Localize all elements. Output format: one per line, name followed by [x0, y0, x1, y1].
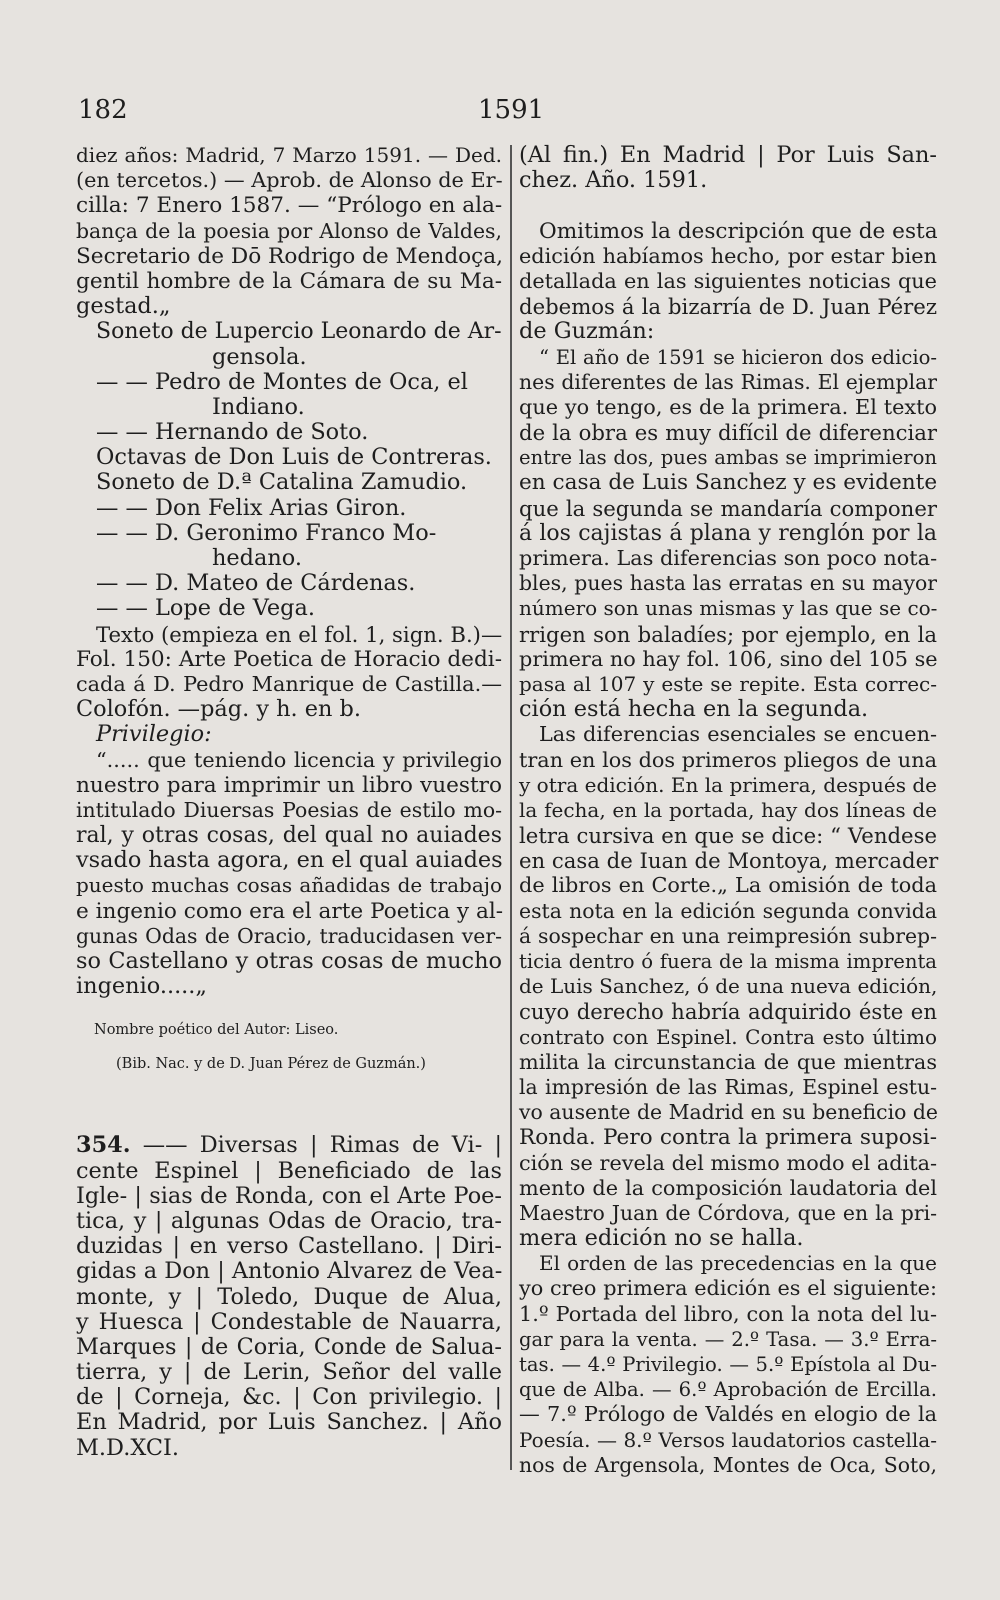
- text-line: mera edición no se halla.: [519, 1225, 804, 1252]
- text-line: la impresión de las Rimas, Espinel estu-: [519, 1074, 937, 1099]
- left-column: [76, 143, 502, 1461]
- text-line: Secretario de Dō Rodrigo de Mendoça,: [76, 243, 503, 269]
- text-line: — 7.º Prólogo de Valdés en elogio de la: [519, 1402, 937, 1427]
- text-line: El orden de las precedencias en la que: [539, 1251, 937, 1276]
- text-line: Texto (empieza en el fol. 1, sign. B.)—: [96, 621, 503, 647]
- text-line: Poesía. — 8.º Versos laudatorios castella-: [519, 1427, 937, 1452]
- text-line: milita la circunstancia de que mientras: [519, 1049, 937, 1074]
- text-line: — — Hernando de Soto.: [96, 419, 369, 446]
- footnote-library: (Bib. Nac. y de D. Juan Pérez de Guzmán.): [116, 1056, 426, 1073]
- text-line: — — Pedro de Montes de Oca, el: [96, 368, 468, 395]
- entry-heading-line: [76, 1133, 502, 1158]
- text-line: número son unas mismas y las que se co-: [519, 596, 938, 621]
- text-line: y Huesca | Condestable de Nauarra,: [76, 1308, 502, 1335]
- text-line: Soneto de Lupercio Leonardo de Ar-: [96, 319, 502, 345]
- text-line: — — Lope de Vega.: [96, 595, 315, 622]
- text-line: ral, y otras cosas, del qual no auiades: [76, 823, 502, 849]
- text-line: en casa de Luis Sanchez y es evidente: [519, 470, 938, 496]
- text-line: cilla: 7 Enero 1587. — “Prólogo en ala-: [76, 193, 503, 219]
- text-line: letra cursiva en que se dice: “ Vendese: [519, 823, 937, 849]
- text-line: Soneto de D.ª Catalina Zamudio.: [96, 469, 468, 496]
- text-line: so Castellano y otras cosas de mucho: [76, 948, 502, 974]
- text-line: gunas Odas de Oracio, traducidasen ver-: [76, 923, 502, 948]
- text-line: que yo tengo, es de la primera. El texto: [519, 394, 937, 419]
- text-line: “ El año de 1591 se hicieron dos edicio-: [539, 345, 937, 369]
- text-line: detallada en las siguientes noticias que: [519, 268, 937, 293]
- text-line: cuyo derecho habría adquirido éste en: [519, 999, 937, 1025]
- text-line: — — D. Mateo de Cárdenas.: [96, 570, 416, 597]
- text-line: la fecha, en la portada, hay dos líneas de: [519, 797, 937, 822]
- text-line: Fol. 150: Arte Poetica de Horacio dedi-: [76, 646, 502, 672]
- text-line: Indiano.: [212, 393, 305, 420]
- text-line: cente Espinel | Beneficiado de las: [76, 1157, 502, 1184]
- text-line: tica, y | algunas Odas de Oracio, tra-: [76, 1207, 502, 1234]
- entry-dash: ——: [142, 1132, 188, 1159]
- text-line: cada á D. Pedro Manrique de Castilla.—: [76, 671, 502, 696]
- text-line: mento de la composición laudatoria del: [519, 1175, 937, 1200]
- text-line: de Guzmán:: [519, 318, 655, 345]
- text-line: ción se revela del mismo modo el adita-: [519, 1150, 937, 1175]
- text-line: hedano.: [212, 545, 302, 571]
- text-line: e ingenio como era el arte Poetica y al-: [76, 898, 504, 924]
- text-line: Marques | de Coria, Conde de Salua-: [76, 1333, 502, 1360]
- text-line: gestad.„: [76, 293, 171, 320]
- text-line: de | Corneja, &c. | Con privilegio. |: [76, 1384, 502, 1411]
- text-line: puesto muchas cosas añadidas de trabajo: [76, 873, 502, 898]
- text-line: 1.º Portada del libro, con la nota del lu-: [519, 1301, 937, 1326]
- text-line: ción está hecha en la segunda.: [519, 696, 869, 723]
- text-line: ingenio.....„: [76, 973, 208, 1000]
- text-line: pasa al 107 y este se repite. Esta correc-: [519, 671, 937, 696]
- text-line: Omitimos la descripción que de esta: [539, 218, 938, 244]
- text-line: “..... que teniendo licencia y privilegio: [96, 747, 502, 772]
- text-line: M.D.XCI.: [76, 1434, 179, 1461]
- text-line: Ronda. Pero contra la primera suposi-: [519, 1125, 937, 1151]
- text-line: esta nota en la edición segunda convida: [519, 898, 937, 923]
- text-line: yo creo primera edición es el siguiente:: [519, 1276, 937, 1301]
- text-line: (en tercetos.) — Aprob. de Alonso de Er-: [76, 168, 503, 193]
- text-line: Colofón. —pág. y h. en b.: [76, 696, 361, 723]
- text-line: edición habíamos hecho, por estar bien: [519, 243, 937, 268]
- right-column: [519, 143, 937, 1478]
- text-line: y otra edición. En la primera, después de: [519, 772, 937, 797]
- text-line: tran en los dos primeros pliegos de una: [519, 747, 937, 772]
- text-line: — — Don Felix Arias Giron.: [96, 494, 407, 521]
- text-line: chez. Año. 1591.: [519, 167, 708, 194]
- text-line: que de Alba. — 6.º Aprobación de Ercilla.: [519, 1378, 937, 1402]
- entry-number: 354.: [76, 1132, 131, 1159]
- text-line: que la segunda se mandaría componer: [519, 495, 937, 521]
- text-line: de libros en Corte.„ La omisión de toda: [519, 873, 937, 898]
- text-line: en casa de Iuan de Montoya, mercader: [519, 848, 939, 874]
- text-line: monte, y | Toledo, Duque de Alua,: [76, 1283, 502, 1310]
- text-line: contrato con Espinel. Contra esto último: [519, 1024, 937, 1049]
- text-line: ticia dentro ó fuera de la misma imprenta: [519, 950, 937, 973]
- text-line: gensola.: [212, 343, 307, 370]
- text-line: de la obra es muy difícil de diferenciar: [519, 420, 937, 446]
- footnote-author: Nombre poético del Autor: Liseo.: [94, 1022, 339, 1039]
- text-line: nes diferentes de las Rimas. El ejemplar: [519, 369, 937, 394]
- text-line: Igle- | sias de Ronda, con el Arte Poe-: [76, 1182, 502, 1209]
- text-line: rrigen son baladíes; por ejemplo, en la: [519, 621, 937, 647]
- running-head-year: 1591: [478, 95, 545, 125]
- text-line: Maestro Juan de Córdova, que en la pri-: [519, 1200, 937, 1225]
- text-line: á los cajistas á plana y renglón por la: [519, 520, 937, 546]
- text-line: tierra, y | de Lerin, Señor del valle: [76, 1359, 502, 1386]
- text-line: gidas a Don | Antonio Alvarez de Vea-: [76, 1258, 503, 1285]
- entry-title-start: Diversas | Rimas de Vi- |: [199, 1132, 503, 1159]
- column-divider: [510, 145, 512, 1470]
- page-number: 182: [78, 95, 128, 125]
- text-line: primera no hay fol. 106, sino del 105 se: [519, 646, 938, 671]
- text-line: bles, pues hasta las erratas en su mayor: [519, 571, 937, 596]
- text-line: nos de Argensola, Montes de Oca, Soto,: [519, 1452, 937, 1477]
- privilegio-heading: Privilegio:: [96, 721, 212, 748]
- text-line: entre las dos, pues ambas se imprimieron: [519, 446, 937, 470]
- text-line: — — D. Geronimo Franco Mo-: [96, 519, 437, 546]
- text-line: primera. Las diferencias son poco nota-: [519, 546, 938, 570]
- text-line: á sospechar en una reimpresión subrep-: [519, 923, 937, 948]
- text-line: vo ausente de Madrid en su beneficio de: [519, 1100, 938, 1125]
- text-line: En Madrid, por Luis Sanchez. | Año: [76, 1409, 502, 1436]
- text-line: diez años: Madrid, 7 Marzo 1591. — Ded.: [76, 143, 502, 167]
- text-line: intitulado Diuersas Poesias de estilo mo-: [76, 797, 502, 822]
- text-line: tas. — 4.º Privilegio. — 5.º Epístola al Du-: [519, 1353, 937, 1376]
- text-line: debemos á la bizarría de D. Juan Pérez: [519, 294, 937, 320]
- text-line: vsado hasta agora, en el qual auiades: [76, 847, 503, 874]
- text-line: Octavas de Don Luis de Contreras.: [96, 444, 492, 471]
- text-line: bança de la poesia por Alonso de Valdes,: [76, 218, 502, 243]
- text-line: de Luis Sanchez, ó de una nueva edición,: [519, 974, 938, 999]
- text-line: Las diferencias esenciales se encuen-: [539, 722, 937, 747]
- text-line: gentil hombre de la Cámara de su Ma-: [76, 268, 502, 294]
- text-line: nuestro para imprimir un libro vuestro: [76, 772, 502, 798]
- text-line: gar para la venta. — 2.º Tasa. — 3.º Erra-: [519, 1327, 937, 1351]
- text-line: (Al fin.) En Madrid | Por Luis San-: [519, 142, 937, 168]
- text-line: duzidas | en verso Castellano. | Diri-: [76, 1233, 502, 1260]
